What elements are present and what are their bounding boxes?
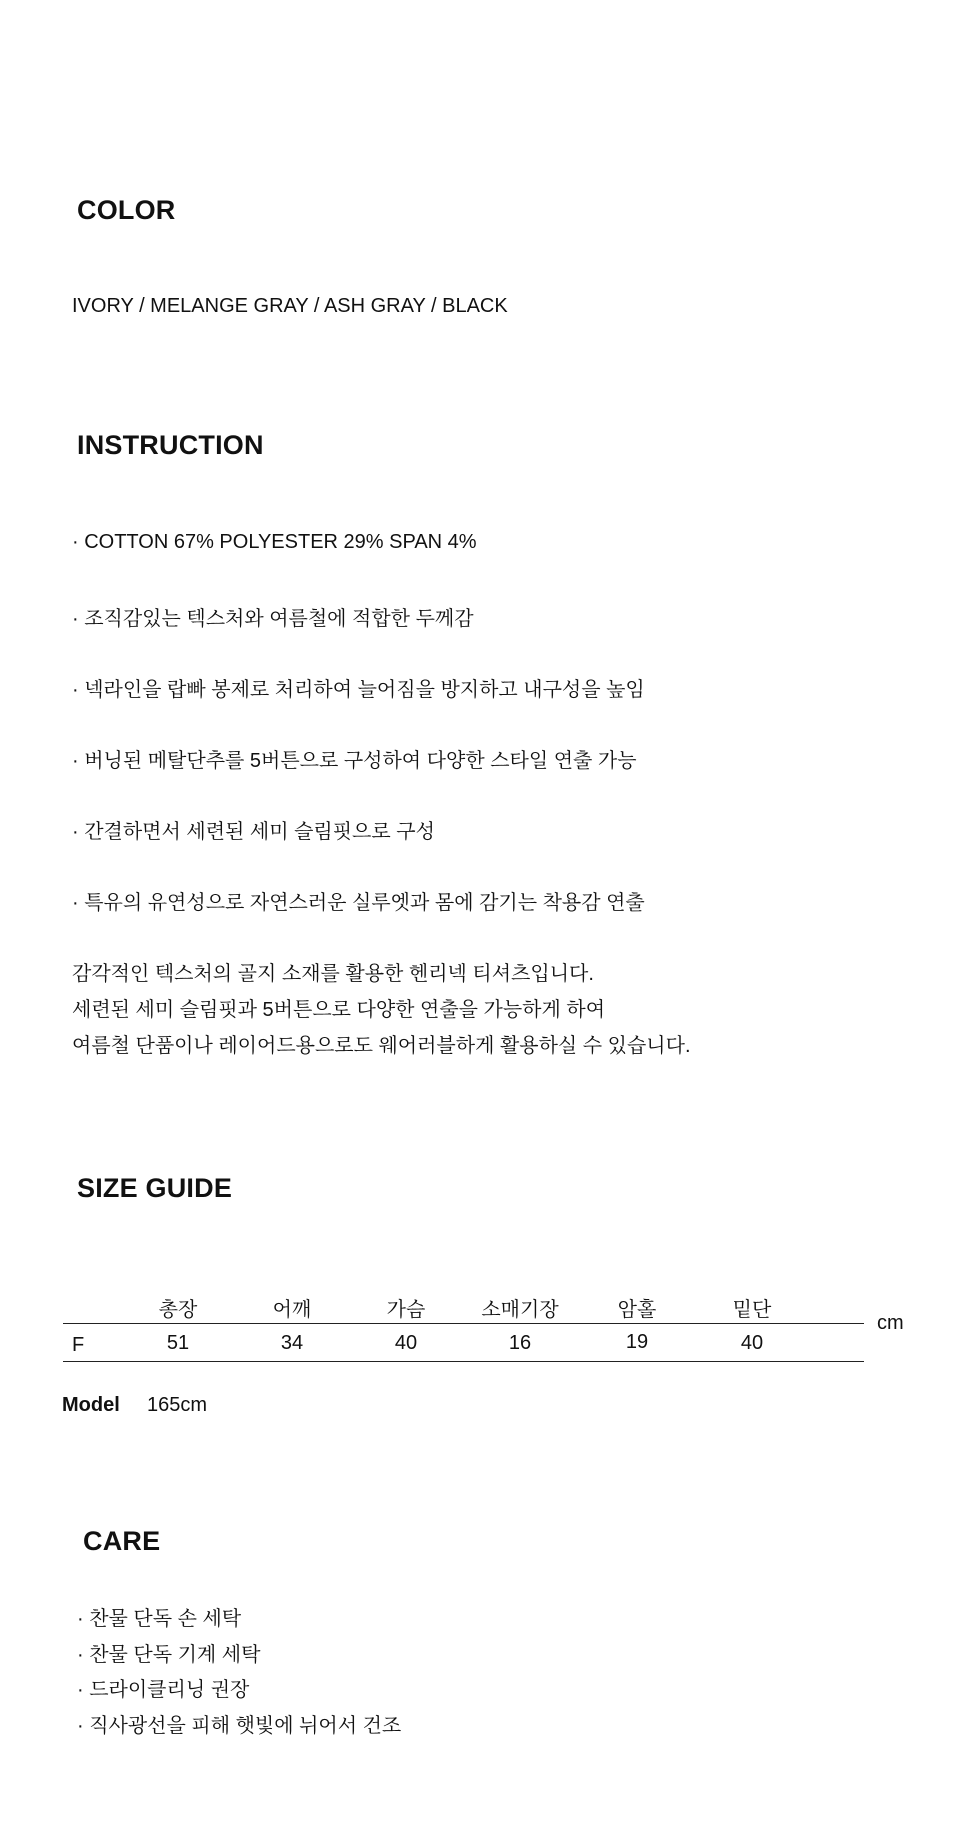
size-cell: 16 xyxy=(508,1332,532,1354)
instruction-bullet: · 간결하면서 세련된 세미 슬림핏으로 구성 xyxy=(72,821,435,843)
care-item: · 찬물 단독 손 세탁 xyxy=(77,1608,242,1630)
size-col-header: 총장 xyxy=(158,1299,198,1321)
size-cell: 19 xyxy=(625,1331,649,1353)
instruction-heading: INSTRUCTION xyxy=(77,430,264,460)
care-heading: CARE xyxy=(83,1526,161,1556)
instruction-bullet: · 특유의 유연성으로 자연스러운 실루엣과 몸에 감기는 착용감 연출 xyxy=(72,892,645,914)
care-item: · 직사광선을 피해 햇빛에 뉘어서 건조 xyxy=(77,1715,402,1737)
size-col-header: 암홀 xyxy=(617,1299,657,1321)
model-value: 165cm xyxy=(147,1394,208,1416)
unit-label: cm xyxy=(877,1312,904,1334)
size-guide-heading: SIZE GUIDE xyxy=(77,1173,233,1203)
description-line: 세련된 세미 슬림핏과 5버튼으로 다양한 연출을 가능하게 하여 xyxy=(72,999,606,1021)
description-line: 감각적인 텍스처의 골지 소재를 활용한 헨리넥 티셔츠입니다. xyxy=(72,963,594,985)
care-item: · 드라이클리닝 권장 xyxy=(77,1679,250,1701)
size-col-header: 어깨 xyxy=(272,1299,312,1321)
size-col-header: 소매기장 xyxy=(481,1299,559,1321)
instruction-bullet: · COTTON 67% POLYESTER 29% SPAN 4% xyxy=(72,531,477,553)
size-col-header: 가슴 xyxy=(386,1299,426,1321)
color-heading: COLOR xyxy=(77,195,176,225)
model-label: Model xyxy=(62,1394,120,1416)
instruction-bullet: · 조직감있는 텍스처와 여름철에 적합한 두께감 xyxy=(72,608,474,630)
table-rule-top xyxy=(63,1323,864,1324)
size-cell: 40 xyxy=(394,1332,418,1354)
care-item: · 찬물 단독 기계 세탁 xyxy=(77,1644,261,1666)
instruction-bullet: · 넥라인을 랍빠 봉제로 처리하여 늘어짐을 방지하고 내구성을 높임 xyxy=(72,679,645,701)
size-col-header: 밑단 xyxy=(732,1299,772,1321)
size-cell: 34 xyxy=(280,1332,304,1354)
instruction-bullet: · 버닝된 메탈단추를 5버튼으로 구성하여 다양한 스타일 연출 가능 xyxy=(72,750,637,772)
size-cell: 51 xyxy=(166,1332,190,1354)
table-rule-bottom xyxy=(63,1361,864,1362)
size-cell: 40 xyxy=(740,1332,764,1354)
description-line: 여름철 단품이나 레이어드용으로도 웨어러블하게 활용하실 수 있습니다. xyxy=(72,1035,691,1057)
size-row-label: F xyxy=(72,1334,85,1356)
color-value: IVORY / MELANGE GRAY / ASH GRAY / BLACK xyxy=(72,295,508,317)
